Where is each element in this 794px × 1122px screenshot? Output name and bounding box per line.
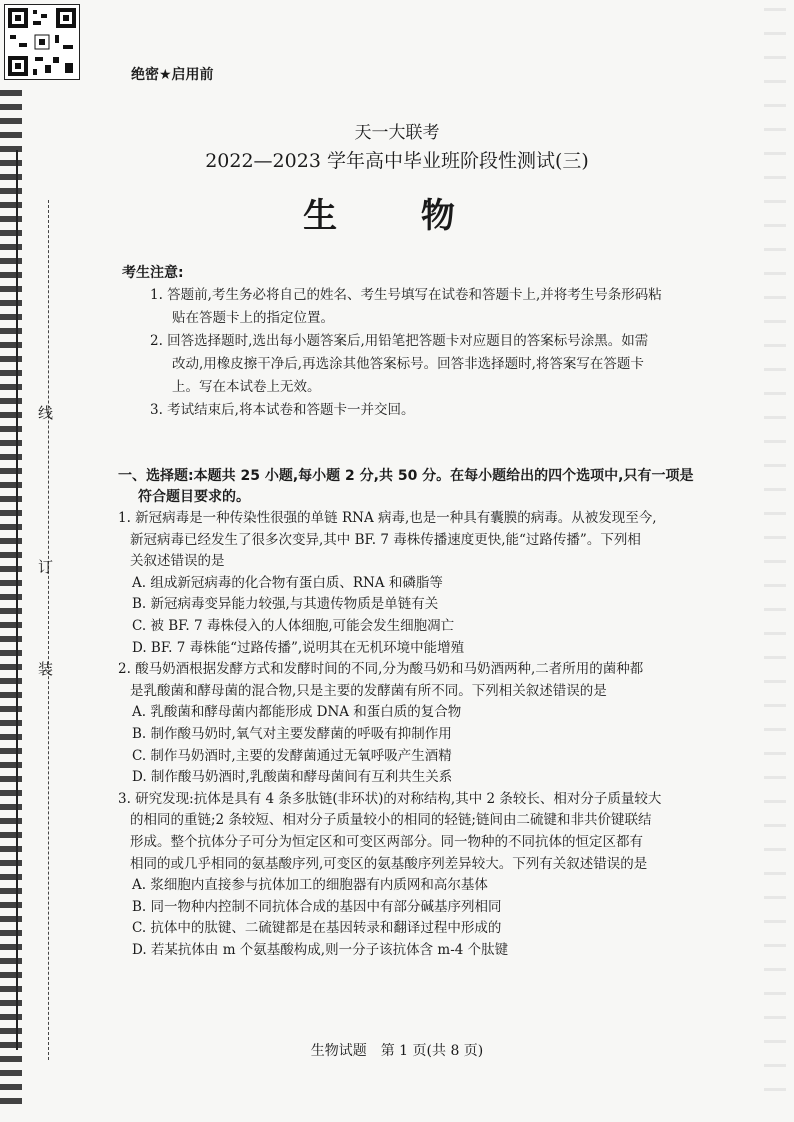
- section-heading: [118, 466, 764, 508]
- question-stem-line: 1. 新冠病毒是一种传染性很强的单链 RNA 病毒,也是一种具有囊膜的病毒。从被发现至今,: [118, 510, 657, 526]
- notice-line: 贴在答题卡上的指定位置。: [172, 310, 334, 326]
- qr-code: [4, 4, 80, 80]
- binding-mark-line: 线: [38, 404, 54, 422]
- binding-mark-zhuang: 装: [38, 660, 54, 678]
- exam-title: 2022—2023 学年高中毕业班阶段性测试(三): [205, 150, 589, 172]
- notice-line: 1. 答题前,考生务必将自己的姓名、考生号填写在试卷和答题卡上,并将考生号条形码粘: [150, 287, 662, 303]
- binding-edge: [16, 150, 18, 1050]
- binding-strip: [0, 90, 22, 1110]
- option-b: B. 新冠病毒变异能力较强,与其遗传物质是单链有关: [132, 596, 439, 613]
- notice-line: 2. 回答选择题时,选出每小题答案后,用铅笔把答题卡对应题目的答案标号涂黑。如需: [150, 333, 649, 349]
- notice-line: 改动,用橡皮擦干净后,再选涂其他答案标号。回答非选择题时,将答案写在答题卡: [172, 356, 644, 372]
- page-footer: 生物试题 第 1 页(共 8 页): [310, 1043, 484, 1059]
- option-a: A. 组成新冠病毒的化合物有蛋白质、RNA 和磷脂等: [132, 574, 443, 591]
- question-stem-line: 3. 研究发现:抗体是具有 4 条多肽链(非环状)的对称结构,其中 2 条较长、相对分子质量较大: [118, 790, 662, 807]
- notice-line: 上。写在本试卷上无效。: [172, 379, 321, 395]
- question-stem-line: 2. 酸马奶酒根据发酵方式和发酵时间的不同,分为酸马奶和马奶酒两种,二者所用的菌种都: [118, 661, 644, 678]
- binding-mark-ding: 订: [38, 558, 54, 576]
- section-heading-line: 符合题目要求的。: [138, 489, 250, 505]
- binding-dashed-line: [48, 200, 50, 1060]
- question-list: [118, 508, 764, 961]
- question-stem-line: 是乳酸菌和酵母菌的混合物,只是主要的发酵菌有所不同。下列相关叙述错误的是: [130, 682, 607, 699]
- scan-edge: [764, 8, 786, 1108]
- option-d: D. 制作酸马奶酒时,乳酸菌和酵母菌间有互利共生关系: [132, 769, 453, 786]
- notice-item: [150, 330, 760, 399]
- notice-heading: 考生注意:: [122, 265, 184, 281]
- question-stem-line: 形成。整个抗体分子可分为恒定区和可变区两部分。同一物种的不同抗体的恒定区都有: [130, 833, 643, 850]
- question-3: [118, 789, 764, 962]
- organizer: 天一大联考: [354, 123, 440, 143]
- question-stem-line: 新冠病毒已经发生了很多次变异,其中 BF. 7 毒株传播速度更快,能“过路传播”。下列相: [130, 531, 641, 548]
- option-d: D. BF. 7 毒株能“过路传播”,说明其在无机环境中能增殖: [132, 639, 465, 656]
- option-c: C. 制作马奶酒时,主要的发酵菌通过无氧呼吸产生酒精: [132, 747, 452, 764]
- notice-line: 3. 考试结束后,将本试卷和答题卡一并交回。: [150, 402, 415, 418]
- option-b: B. 同一物种内控制不同抗体合成的基因中有部分碱基序列相同: [132, 898, 502, 915]
- section-heading-line: 一、选择题:本题共 25 小题,每小题 2 分,共 50 分。在每小题给出的四个选项中,只有一项是: [118, 468, 694, 484]
- question-stem-line: 的相同的重链;2 条较短、相对分子质量较小的相同的轻链;链间由二硫键和非共价键联结: [130, 812, 652, 829]
- notice-item: [150, 284, 760, 330]
- option-d: D. 若某抗体由 m 个氨基酸构成,则一分子该抗体含 m-4 个肽键: [132, 941, 509, 958]
- question-2: [118, 659, 764, 789]
- option-c: C. 被 BF. 7 毒株侵入的人体细胞,可能会发生细胞凋亡: [132, 617, 455, 634]
- subject-title: 生 物: [303, 196, 491, 236]
- confidential-label: 绝密★启用前: [131, 67, 214, 83]
- question-stem-line: 关叙述错误的是: [130, 553, 225, 570]
- option-a: A. 浆细胞内直接参与抗体加工的细胞器有内质网和高尔基体: [132, 877, 488, 894]
- notice-item: [150, 399, 760, 422]
- question-1: [118, 508, 764, 659]
- option-c: C. 抗体中的肽键、二硫键都是在基因转录和翻译过程中形成的: [132, 920, 502, 937]
- option-b: B. 制作酸马奶时,氧气对主要发酵菌的呼吸有抑制作用: [132, 725, 452, 742]
- notice-list: [150, 284, 760, 422]
- option-a: A. 乳酸菌和酵母菌内都能形成 DNA 和蛋白质的复合物: [132, 704, 462, 721]
- question-stem-line: 相同的或几乎相同的氨基酸序列,可变区的氨基酸序列差异较大。下列有关叙述错误的是: [130, 855, 648, 872]
